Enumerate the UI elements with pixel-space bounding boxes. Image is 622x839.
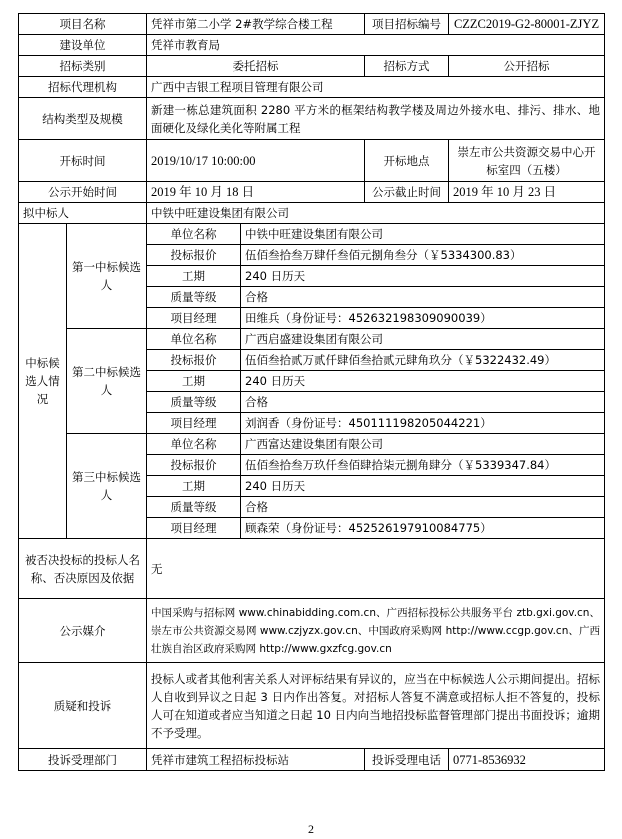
row-agency — [19, 77, 605, 98]
open-time: 2019/10/17 10:00:00 — [147, 140, 365, 182]
row-open — [19, 140, 605, 182]
row-owner — [19, 35, 605, 56]
candidate-rank: 第二中标候选人 — [67, 329, 147, 434]
candidate-row — [19, 329, 605, 350]
candidate-unit: 广西启盛建设集团有限公司 — [241, 329, 605, 350]
candidate-quality: 合格 — [241, 392, 605, 413]
open-time-label: 开标时间 — [19, 140, 147, 182]
candidate-period: 240 日历天 — [241, 266, 605, 287]
complaint-phone: 0771-8536932 — [449, 749, 605, 771]
quality-label: 质量等级 — [147, 497, 241, 518]
candidate-manager: 刘润香（身份证号：450111198205044221） — [241, 413, 605, 434]
candidate-unit: 中铁中旺建设集团有限公司 — [241, 224, 605, 245]
candidates-section-label: 中标候选人情况 — [19, 224, 67, 539]
candidate-price: 伍佰叁拾叁万玖仟叁佰肆拾柒元捌角肆分（￥5339347.84） — [241, 455, 605, 476]
candidate-quality: 合格 — [241, 497, 605, 518]
period-label: 工期 — [147, 266, 241, 287]
price-label: 投标报价 — [147, 245, 241, 266]
row-media — [19, 599, 605, 663]
notice-end: 2019 年 10 月 23 日 — [449, 182, 605, 203]
notice-end-label: 公示截止时间 — [365, 182, 449, 203]
open-place-label: 开标地点 — [365, 140, 449, 182]
owner: 凭祥市教育局 — [147, 35, 605, 56]
complaint: 投标人或者其他利害关系人对评标结果有异议的，应当在中标候选人公示期间提出。招标人自收到异议之日起 3 日内作出答复。对招标人答复不满意或招标人拒不答复的，投标人可在知道或者应当知道之日起 10 日内向当地招投标监督管理部门提出书面投诉；逾期不予受理。 — [147, 663, 605, 749]
agency-label: 招标代理机构 — [19, 77, 147, 98]
complaint-dept-label: 投诉受理部门 — [19, 749, 147, 771]
notice-start-label: 公示开始时间 — [19, 182, 147, 203]
candidate-row — [19, 434, 605, 455]
row-rejected — [19, 539, 605, 599]
quality-label: 质量等级 — [147, 287, 241, 308]
candidate-period: 240 日历天 — [241, 476, 605, 497]
complaint-phone-label: 投诉受理电话 — [365, 749, 449, 771]
candidate-price: 伍佰叁拾叁万肆仟叁佰元捌角叁分（￥5334300.83） — [241, 245, 605, 266]
manager-label: 项目经理 — [147, 308, 241, 329]
page-number: 2 — [308, 822, 314, 836]
candidate-rank: 第一中标候选人 — [67, 224, 147, 329]
bid-no: CZZC2019-G2-80001-ZJYZ — [449, 14, 605, 35]
row-notice — [19, 182, 605, 203]
agency: 广西中吉银工程项目管理有限公司 — [147, 77, 605, 98]
candidate-period: 240 日历天 — [241, 371, 605, 392]
row-proposed-winner — [19, 203, 605, 224]
candidate-manager: 田维兵（身份证号：452632198309090039） — [241, 308, 605, 329]
candidate-row — [19, 224, 605, 245]
proposed-winner-label: 拟中标人 — [19, 203, 147, 224]
candidate-quality: 合格 — [241, 287, 605, 308]
bid-method: 公开招标 — [449, 56, 605, 77]
row-bid-type — [19, 56, 605, 77]
unit-label: 单位名称 — [147, 434, 241, 455]
manager-label: 项目经理 — [147, 518, 241, 539]
owner-label: 建设单位 — [19, 35, 147, 56]
rejected-label: 被否决投标的投标人名称、否决原因及依据 — [19, 539, 147, 599]
open-place: 崇左市公共资源交易中心开标室四（五楼） — [449, 140, 605, 182]
project-name: 凭祥市第二小学 2#教学综合楼工程 — [147, 14, 365, 35]
price-label: 投标报价 — [147, 455, 241, 476]
quality-label: 质量等级 — [147, 392, 241, 413]
candidate-manager: 顾森荣（身份证号：452526197910084775） — [241, 518, 605, 539]
structure: 新建一栋总建筑面积 2280 平方米的框架结构教学楼及周边外接水电、排污、排水、地面硬化及绿化美化等附属工程 — [147, 98, 605, 140]
period-label: 工期 — [147, 476, 241, 497]
notice-start: 2019 年 10 月 18 日 — [147, 182, 365, 203]
candidate-price: 伍佰叁拾贰万贰仟肆佰叁拾贰元肆角玖分（￥5322432.49） — [241, 350, 605, 371]
media: 中国采购与招标网 www.chinabidding.com.cn、广西招标投标公共服务平台 ztb.gxi.gov.cn、崇左市公共资源交易网 www.czjyzx.gov.cn、中国政府采购网 http://www.ccgp.gov.cn、广西壮族自治区政府采购网 http://www.gxzfcg.gov.cn — [147, 599, 605, 663]
manager-label: 项目经理 — [147, 413, 241, 434]
media-label: 公示媒介 — [19, 599, 147, 663]
row-complaint-dept — [19, 749, 605, 771]
period-label: 工期 — [147, 371, 241, 392]
row-complaint — [19, 663, 605, 749]
unit-label: 单位名称 — [147, 329, 241, 350]
structure-label: 结构类型及规模 — [19, 98, 147, 140]
row-structure — [19, 98, 605, 140]
unit-label: 单位名称 — [147, 224, 241, 245]
project-name-label: 项目名称 — [19, 14, 147, 35]
bid-method-label: 招标方式 — [365, 56, 449, 77]
bid-no-label: 项目招标编号 — [365, 14, 449, 35]
candidate-unit: 广西富达建设集团有限公司 — [241, 434, 605, 455]
bid-result-table — [18, 13, 605, 771]
proposed-winner: 中铁中旺建设集团有限公司 — [147, 203, 605, 224]
price-label: 投标报价 — [147, 350, 241, 371]
rejected: 无 — [147, 539, 605, 599]
bid-type-label: 招标类别 — [19, 56, 147, 77]
row-project-name — [19, 14, 605, 35]
candidate-rank: 第三中标候选人 — [67, 434, 147, 539]
complaint-label: 质疑和投诉 — [19, 663, 147, 749]
bid-type: 委托招标 — [147, 56, 365, 77]
complaint-dept: 凭祥市建筑工程招标投标站 — [147, 749, 365, 771]
